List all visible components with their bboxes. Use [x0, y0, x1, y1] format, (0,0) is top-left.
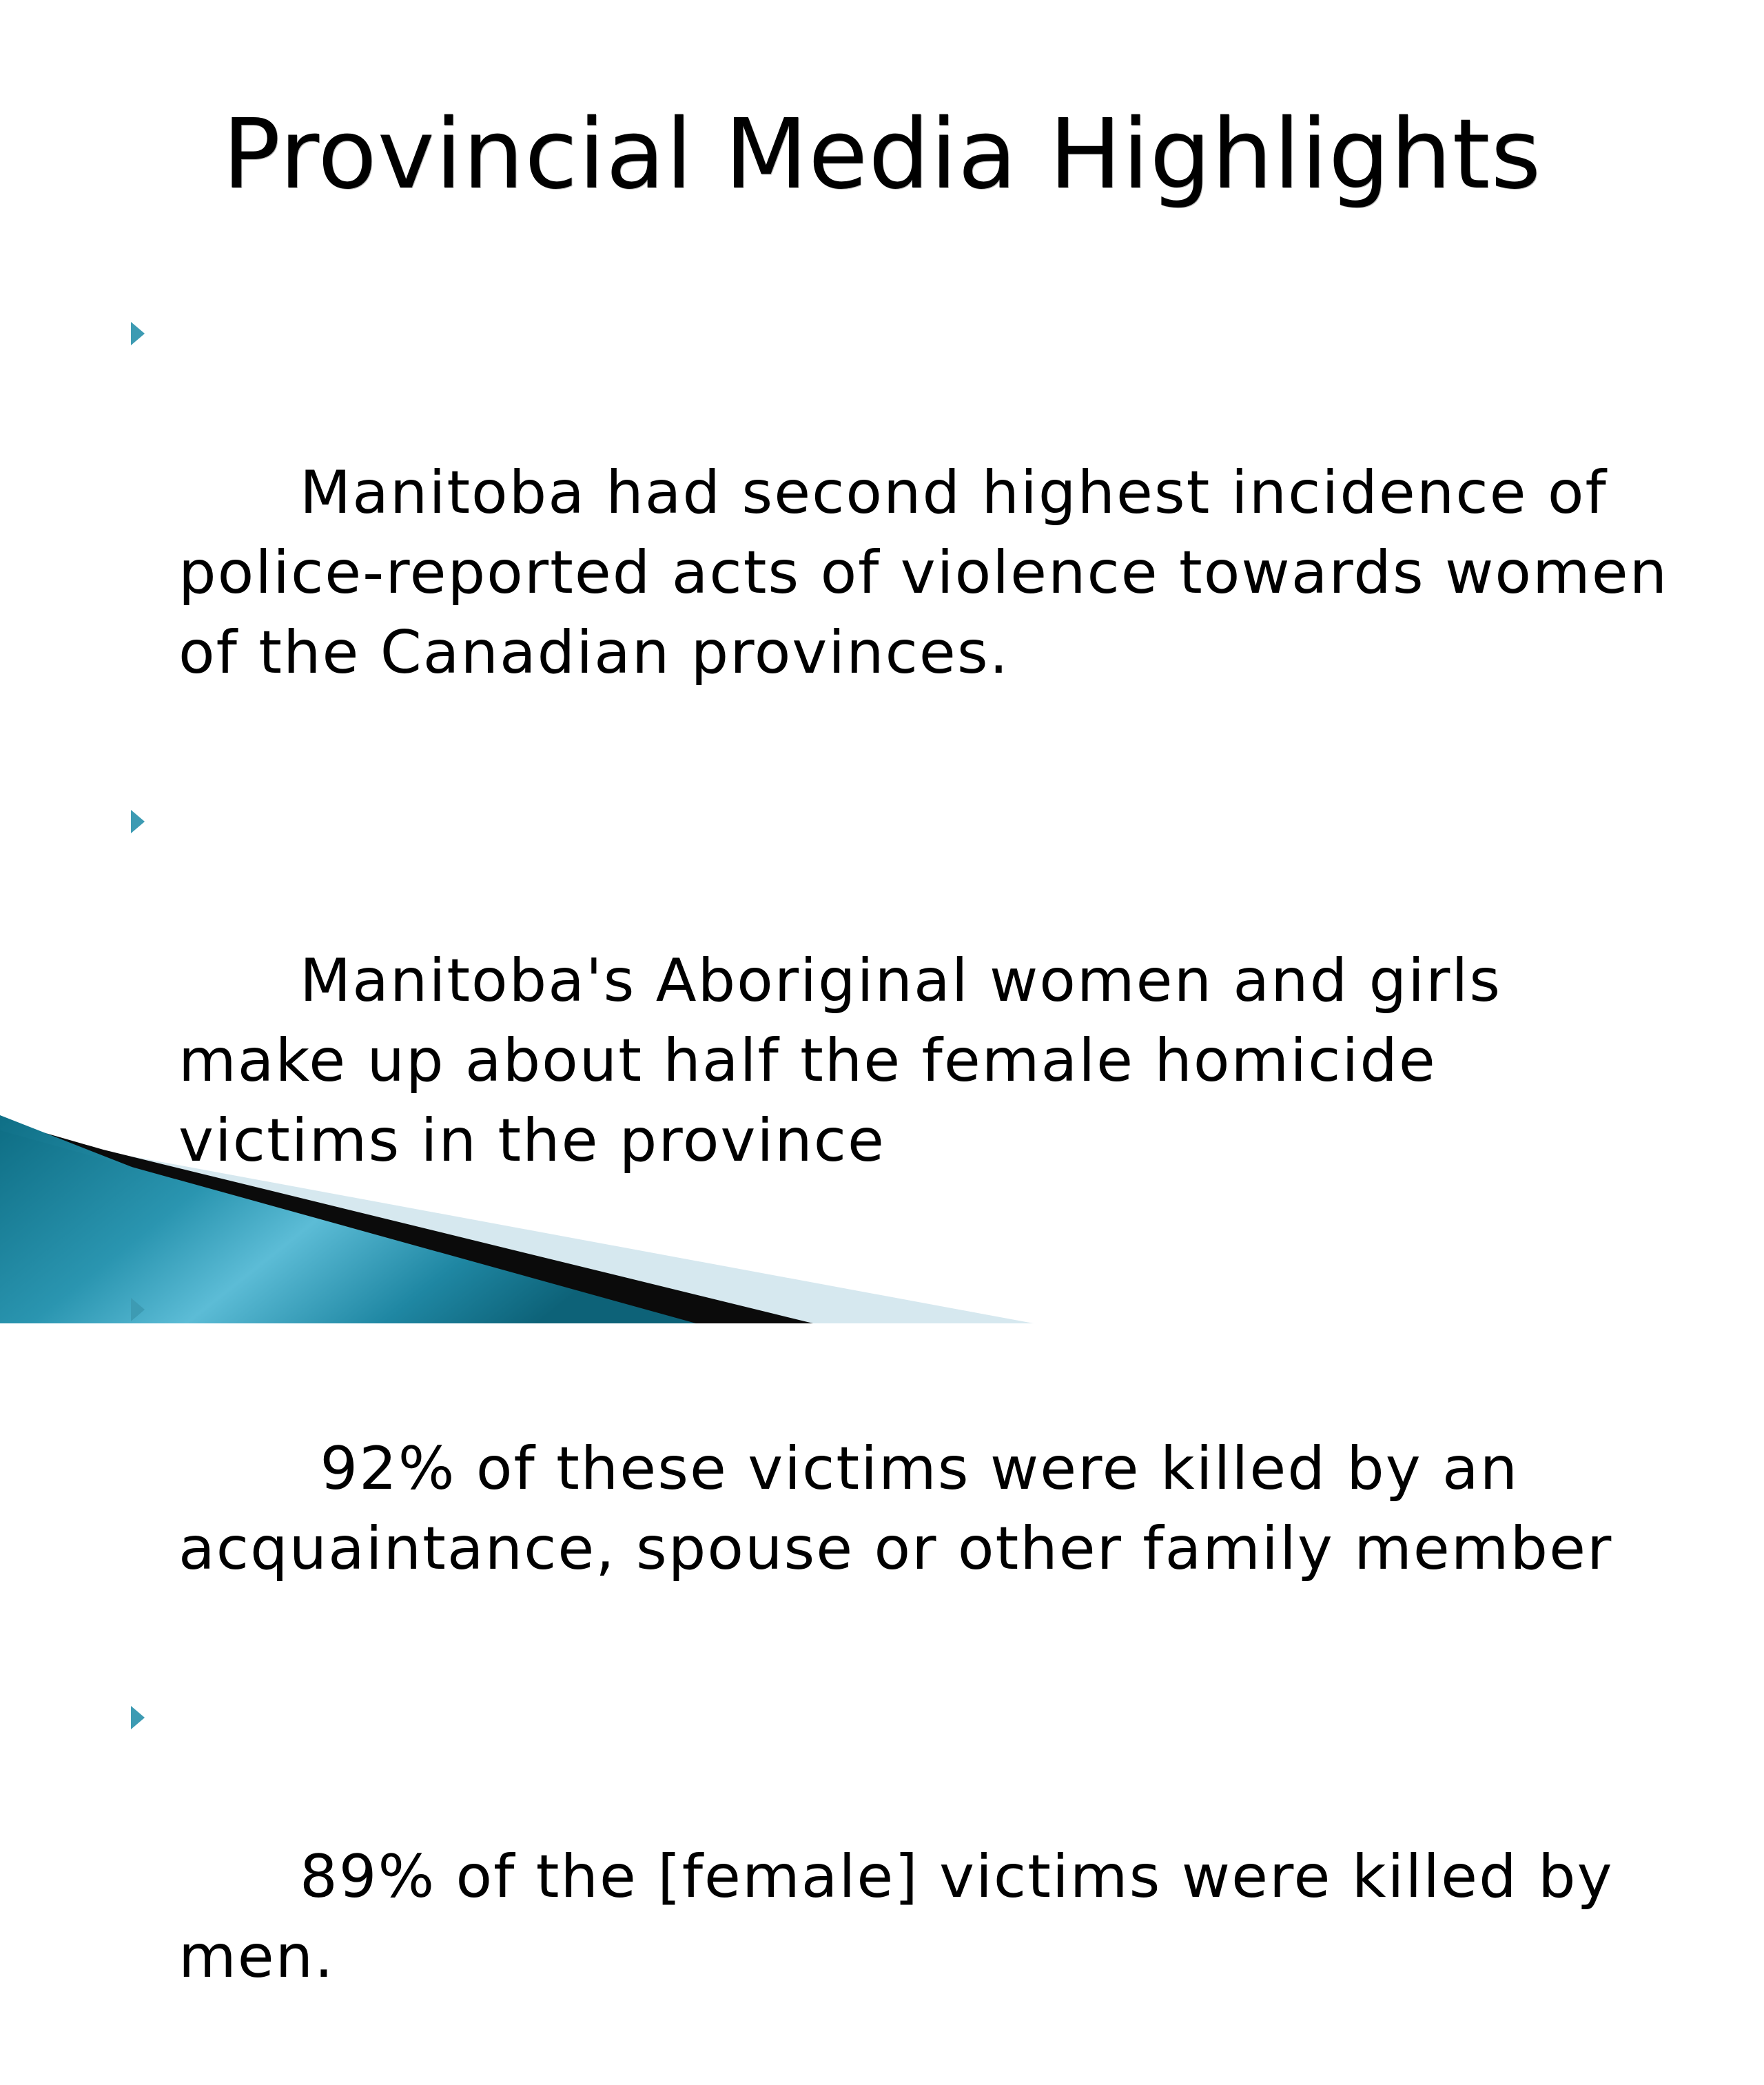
triangle-right-icon	[131, 1298, 145, 1321]
bullet-list	[126, 293, 1689, 2085]
triangle-right-icon	[131, 810, 145, 833]
bullet-item	[126, 1269, 1676, 1669]
bullet-item	[126, 1677, 1676, 2077]
bullet-item	[126, 781, 1676, 1261]
bullet-text: 92% of these victims were killed by an acquaintance, spouse or other family member	[178, 1434, 1613, 1583]
slide-title: Provincial Media Highlights	[222, 99, 1542, 211]
triangle-right-icon	[131, 322, 145, 345]
bullet-text: Manitoba had second highest incidence of police-reported acts of violence towards women of the Canadian provinces.	[178, 458, 1689, 687]
bullet-text: 89% of the [female] victims were killed by men.	[178, 1842, 1634, 1991]
bullet-text: Manitoba's Aboriginal women and girls make up about half the female homicide victims in the province	[178, 946, 1522, 1175]
triangle-right-icon	[131, 1706, 145, 1729]
bullet-item	[126, 293, 1689, 773]
